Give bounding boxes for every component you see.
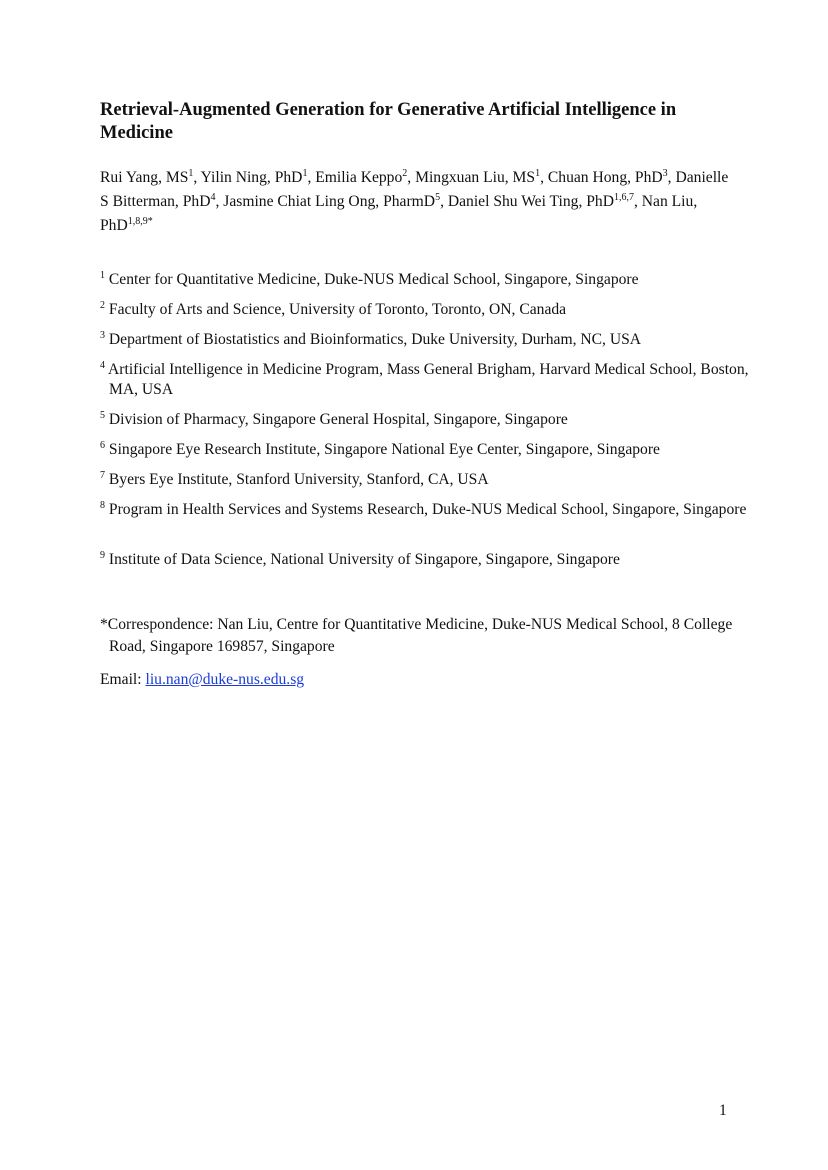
author-affiliation-marker: 1 (302, 168, 308, 179)
affiliation-4 (100, 360, 749, 400)
affiliation-number: 4 (100, 360, 105, 371)
affiliation-text: Program in Health Services and Systems Research, Duke-NUS Medical School, Singapore, Singapore (108, 501, 747, 518)
author-separator: , (193, 169, 201, 186)
author-separator: , (633, 193, 642, 210)
affiliation-number: 7 (100, 470, 105, 481)
affiliation-text: Division of Pharmacy, Singapore General Hospital, Singapore, Singapore (108, 411, 568, 428)
affiliation-3 (100, 330, 749, 350)
affiliation-2 (100, 300, 749, 320)
affiliation-5 (100, 410, 749, 430)
email-link[interactable]: liu.nan@duke-nus.edu.sg (145, 671, 305, 688)
author-name: Danielle S Bitterman, PhD (100, 169, 729, 210)
affiliation-text: Department of Biostatistics and Bioinformatics, Duke University, Durham, NC, USA (108, 331, 642, 348)
author-affiliation-marker: 5 (435, 192, 441, 203)
affiliation-text: Center for Quantitative Medicine, Duke-NUS Medical School, Singapore, Singapore (108, 271, 639, 288)
affiliation-6 (100, 440, 749, 460)
correspondence: *Correspondence: Nan Liu, Centre for Quantitative Medicine, Duke-NUS Medical School, 8 College Road, Singapore 169857, Singapore (100, 616, 733, 655)
author-name: Rui Yang, MS (100, 169, 189, 186)
author-affiliation-marker: 1 (535, 168, 541, 179)
affiliation-8 (100, 500, 749, 520)
paper-title: Retrieval-Augmented Generation for Generative Artificial Intelligence in Medicine (100, 100, 677, 143)
affiliation-number: 9 (100, 550, 105, 561)
affiliation-text: Singapore Eye Research Institute, Singapore National Eye Center, Singapore, Singapore (108, 441, 660, 458)
author-separator: , (440, 193, 448, 210)
affiliation-text: Artificial Intelligence in Medicine Program, Mass General Brigham, Harvard Medical School, Boston, MA, USA (108, 361, 749, 398)
affiliation-number: 1 (100, 270, 105, 281)
author-name: Daniel Shu Wei Ting, PhD (447, 193, 614, 210)
affiliation-text: Institute of Data Science, National University of Singapore, Singapore, Singapore (108, 551, 620, 568)
author-separator: , (407, 169, 416, 186)
email-line (100, 669, 304, 691)
author-affiliation-marker: 1,8,9* (127, 216, 153, 227)
affiliation-number: 5 (100, 410, 105, 421)
author-separator: , (667, 169, 676, 186)
affiliation-number: 2 (100, 300, 105, 311)
author-separator: , (307, 169, 316, 186)
affiliation-number: 6 (100, 440, 105, 451)
author-name: Mingxuan Liu, MS (415, 169, 536, 186)
author-name: Nan Liu, PhD (100, 193, 698, 234)
affiliation-text: Byers Eye Institute, Stanford University, Stanford, CA, USA (108, 471, 489, 488)
email-label: Email: (100, 671, 146, 688)
author-separator: , (215, 193, 224, 210)
author-name: Chuan Hong, PhD (547, 169, 663, 186)
affiliation-number: 8 (100, 500, 105, 511)
page-number: 1 (719, 1102, 727, 1119)
author-name: Emilia Keppo (315, 169, 403, 186)
author-separator: , (540, 169, 548, 186)
author-affiliation-marker: 1,6,7 (613, 192, 634, 203)
author-name: Yilin Ning, PhD (200, 169, 303, 186)
author-affiliation-marker: 2 (402, 168, 408, 179)
author-affiliation-marker: 1 (188, 168, 194, 179)
author-name: Jasmine Chiat Ling Ong, PharmD (223, 193, 436, 210)
affiliation-1 (100, 270, 749, 290)
affiliation-number: 3 (100, 330, 105, 341)
affiliation-9 (100, 550, 749, 570)
affiliation-text: Faculty of Arts and Science, University of Toronto, Toronto, ON, Canada (108, 301, 567, 318)
author-list (100, 166, 740, 238)
author-affiliation-marker: 4 (210, 192, 216, 203)
author-affiliation-marker: 3 (662, 168, 668, 179)
affiliation-7 (100, 470, 749, 490)
